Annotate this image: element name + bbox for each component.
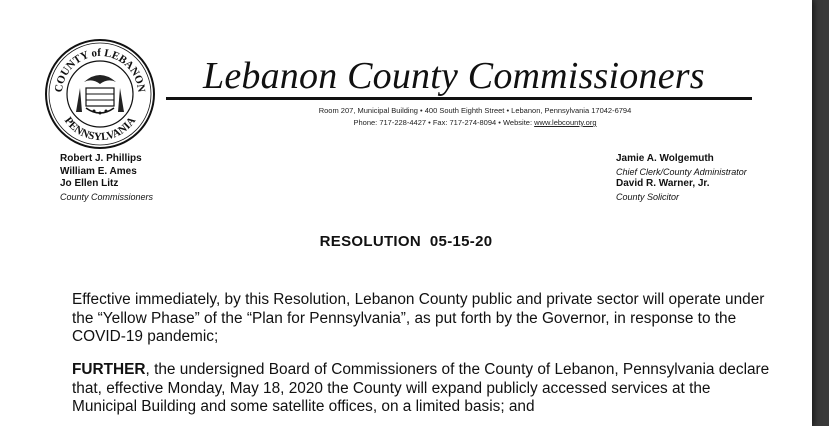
commissioner-name: Jo Ellen Litz: [60, 178, 119, 189]
resolution-heading: RESOLUTION 05-15-20: [319, 233, 493, 250]
contact-phone-fax: Phone: 717-228-4427 • Fax: 717-274-8094 • Website:: [353, 118, 535, 127]
resolution-paragraph: [72, 361, 772, 417]
contact-line: [200, 118, 750, 127]
commissioners-role: County Commissioners: [60, 191, 154, 202]
paragraph-lead-word: FURTHER: [72, 361, 146, 378]
clerk-role: Chief Clerk/County Administrator: [616, 166, 747, 177]
staff-block: [616, 153, 747, 203]
commissioner-name: Robert J. Phillips: [60, 153, 142, 164]
website-link[interactable]: www.lebcounty.org: [534, 118, 597, 127]
address-line: Room 207, Municipal Building • 400 South Eighth Street • Lebanon, Pennsylvania 17042-6794: [318, 106, 632, 115]
solicitor-role: County Solicitor: [616, 191, 680, 202]
paragraph-text: , the undersigned Board of Commissioners of the County of Lebanon, Pennsylvania declare that, effective Monday, May 18, 2020 the County will expand publicly accessed services at the Municipal Building and some satellite offices, on a limited basis; and: [72, 361, 770, 415]
commissioner-name: William E. Ames: [60, 165, 137, 177]
seal-bottom-text: PENNSYLVANIA: [61, 114, 139, 144]
seal-top-text: COUNTY of LEBANON: [52, 46, 148, 94]
resolution-paragraph: Effective immediately, by this Resolution, Lebanon County public and private sector will operate under the “Yellow Phase” of the “Plan for Pennsylvania”, as put forth by the Governor, in response to the COVID-19 pandemic;: [72, 291, 765, 345]
county-seal-logo: [44, 38, 156, 150]
page-title: Lebanon County Commissioners: [203, 55, 705, 97]
title-divider: [166, 97, 752, 100]
solicitor-name: David R. Warner, Jr.: [616, 178, 710, 189]
clerk-name: Jamie A. Wolgemuth: [616, 153, 714, 164]
commissioners-block: [60, 153, 153, 203]
